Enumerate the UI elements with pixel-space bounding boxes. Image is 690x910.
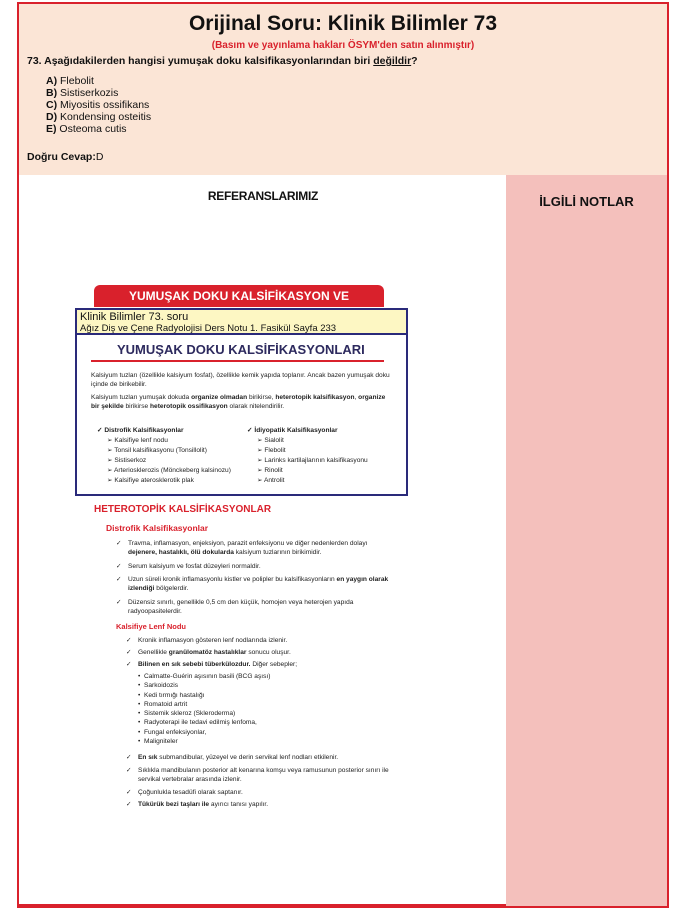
option-c: C) Miyositis ossifikans [46,99,150,111]
bullet-item: ✓ Çoğunlukla tesadüfi olarak saptanır. [126,789,243,796]
bullet-item: ✓ Düzensiz sınırlı, genellikle 0,5 cm den küçük, homojen veya heterojen yapıda radyoopasitelerdir. [116,599,354,615]
notes-heading: İLGİLİ NOTLAR [539,194,634,209]
option-b: B) Sistiserkozis [46,87,119,99]
distrofik-subtitle: Distrofik Kalsifikasyonlar [106,523,209,533]
reference-banner: YUMUŞAK DOKU KALSİFİKASYON VE [94,285,384,307]
heterotopik-title: HETEROTOPİK KALSİFİKASYONLAR [94,504,272,515]
paragraph-2: Kalsiyum tuzları yumuşak dokuda organize olmadan birikirse, heterotopik kalsifikasyon, organize bir şekilde birikirse heterotopik ossifikasyon olarak nitelendirilir. [91,394,386,410]
paragraph-1: Kalsiyum tuzları (özellikle kalsiyum fosfat), özellikle kemik yapıda toplanır. Ancak bazen yumuşak doku içinde de birikebilir. [91,372,390,388]
notes-panel [506,175,667,906]
callout-title: Klinik Bilimler 73. soru [80,311,189,323]
bullet-item: ✓ Travma, inflamasyon, enjeksiyon, parazit enfeksiyonu ve diğer nedenlerden dolayı dejenere, hastalıklı, ölü dokularda kalsiyum tuzlarının birikimidir. [116,540,368,556]
bullet-item: ✓ Kronik inflamasyon gösteren lenf nodlarında izlenir. [126,637,288,644]
box-title: YUMUŞAK DOKU KALSİFİKASYONLARI [117,342,365,357]
question-text: 73. Aşağıdakilerden hangisi yumuşak doku kalsifikasyonlarından biri değildir? [27,55,418,67]
option-e: E) Osteoma cutis [46,123,127,135]
reference-box [75,333,408,496]
option-a: A) Flebolit [46,75,94,87]
lenf-subtitle: Kalsifiye Lenf Nodu [116,622,187,631]
idiyopatik-list: ✓ İdiyopatik Kalsifikasyonlar ➢ Sialolit ➢ Flebolit ➢ Larinks kartilajlarının kalsifikasyonu ➢ Rinolit ➢ Antrolit [247,427,368,484]
bullet-item: ✓ En sık submandibular, yüzeyel ve derin servikal lenf nodları etkilenir. [126,754,339,761]
bullet-item: ✓ Tükürük bezi taşları ile ayırıcı tanısı yapılır. [126,801,269,808]
callout-source: Ağız Diş ve Çene Radyolojisi Ders Notu 1. Fasikül Sayfa 233 [80,323,337,334]
references-heading: REFERANSLARIMIZ [207,189,319,203]
correct-answer: Doğru Cevap:D [27,151,104,163]
bullet-item: ✓ Sıklıkla mandibulanın posterior alt kenarına komşu veya ramusunun posterior sınırı ile servikal vertebralar arasında izlenir. [126,767,389,783]
answer-options [46,75,151,135]
bullet-item: ✓ Serum kalsiyum ve fosfat düzeyleri normaldir. [116,563,261,570]
distrofik-list: ✓ Distrofik Kalsifikasyonlar ➢ Kalsifiye lenf nodu ➢ Tonsil kalsifikasyonu (Tonsillolit) ➢ Sistiserkoz ➢ Arteriosklerozis (Mönckeberg kalsinozu) ➢ Kalsifiye aterosklerotik plak [97,427,231,484]
box-divider [91,360,384,362]
bullet-item: ✓ Uzun süreli kronik inflamasyonlu kistler ve polipler bu kalsifikasyonların en yaygın olarak izlendiği bölgelerdir. [116,576,389,592]
page-title: Orijinal Soru: Klinik Bilimler 73 [188,12,498,35]
reference-page-image [78,288,408,818]
bullet-item: ✓ Bilinen en sık sebebi tüberkülozdur. Diğer sebepler; [126,661,298,668]
option-d: D) Kondensing osteitis [46,111,152,123]
reference-callout [75,308,408,335]
cause-list: • Calmatte-Guérin aşısının basili (BCG aşısı) • Sarkoidozis • Kedi tırmığı hastalığı • Romatoid artrit • Sistemik skleroz (Skleroderma) • Radyoterapi ile tedavi edilmiş lenfoma, • Fungal enfeksiyonlar, • Maligniteler [138,673,271,746]
copyright-note: (Basım ve yayınlama hakları ÖSYM'den satın alınmıştır) [211,40,475,51]
bullet-item: ✓ Genellikle granülomatöz hastalıklar sonucu oluşur. [126,649,291,656]
question-panel [19,4,667,175]
